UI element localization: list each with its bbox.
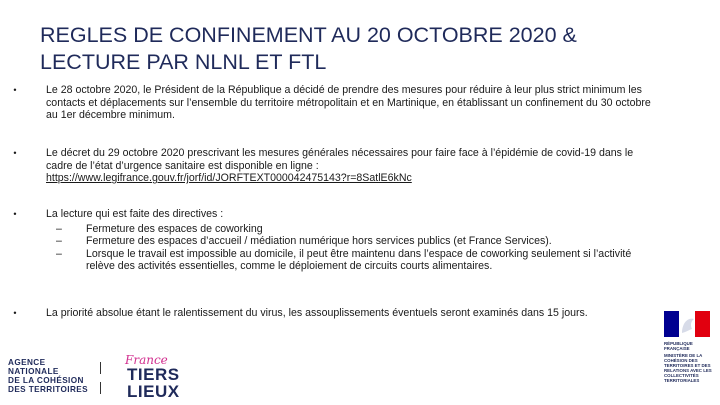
sub-item-text: Lorsque le travail est impossible au domicile, il peut être maintenu dans l’espace de coworking seulement si l’activité relève des activités essentielles, comme le déploiement de circuits courts alimentaires. (86, 247, 632, 273)
anct-logo-line: NATIONALE (8, 367, 59, 376)
republique-francaise-logo (660, 311, 714, 401)
sub-item-text: Fermeture des espaces de coworking (86, 222, 263, 235)
marianne-flag-icon (664, 311, 710, 337)
dash-icon: – (56, 235, 62, 248)
ftl-lieux-text: LIEUX (127, 382, 180, 401)
bullet-text: Le 28 octobre 2020, le Président de la République a décidé de prendre des mesures pour réduire à leur plus strict minimum les contacts et déplacements sur l’ensemble du territoire métropolitain et en Martinique, en établissant un confinement du 30 octobre au 1er décembre minimum. (46, 84, 651, 122)
page-title: REGLES DE CONFINEMENT AU 20 OCTOBRE 2020 & LECTURE PAR NLNL ET FTL (40, 23, 577, 74)
ftl-script-text: France (125, 353, 168, 367)
anct-logo-line: DE LA COHÉSION (8, 376, 84, 385)
logo-divider (100, 362, 101, 374)
bullet-icon: • (13, 85, 17, 95)
rf-ministry-text: MINISTÈRE DE LA COHÉSION DES TERRITOIRES ET DES RELATIONS AVEC LES COLLECTIVITÉS TERRITORIALES (664, 353, 712, 383)
sub-list-item (46, 248, 658, 273)
bullet-icon: • (13, 308, 17, 318)
anct-logo-line: DES TERRITOIRES (8, 385, 89, 394)
anct-logo (8, 358, 92, 400)
legifrance-link[interactable]: https://www.legifrance.gouv.fr/jorf/id/JORFTEXT000042475143?r=8SatlE6kNc (46, 172, 412, 185)
rf-republique-text: RÉPUBLIQUE FRANÇAISE (664, 341, 693, 351)
bullet-text: Le décret du 29 octobre 2020 prescrivant les mesures générales nécessaires pour faire face à l’épidémie de covid-19 dans le cadre de l’état d’urgence sanitaire est disponible en ligne : (46, 147, 634, 172)
sub-item-text: Fermeture des espaces d’accueil / médiation numérique hors services publics (et France Services). (86, 235, 552, 248)
dash-icon: – (56, 247, 62, 260)
ftl-tiers-text: TIERS (127, 365, 180, 384)
bullet-icon: • (13, 209, 17, 219)
bullet-icon: • (13, 148, 17, 158)
bullet-text: La priorité absolue étant le ralentissement du virus, les assouplissements éventuels seront examinés dans 15 jours. (46, 307, 588, 319)
sub-list-item (46, 235, 658, 248)
sub-list (46, 223, 658, 273)
france-tiers-lieux-logo (117, 353, 185, 403)
anct-logo-line: AGENCE (8, 358, 46, 367)
dash-icon: – (56, 222, 62, 235)
bullet-text: La lecture qui est faite des directives : (46, 208, 224, 220)
sub-list-item (46, 223, 658, 236)
logo-divider (100, 382, 101, 394)
